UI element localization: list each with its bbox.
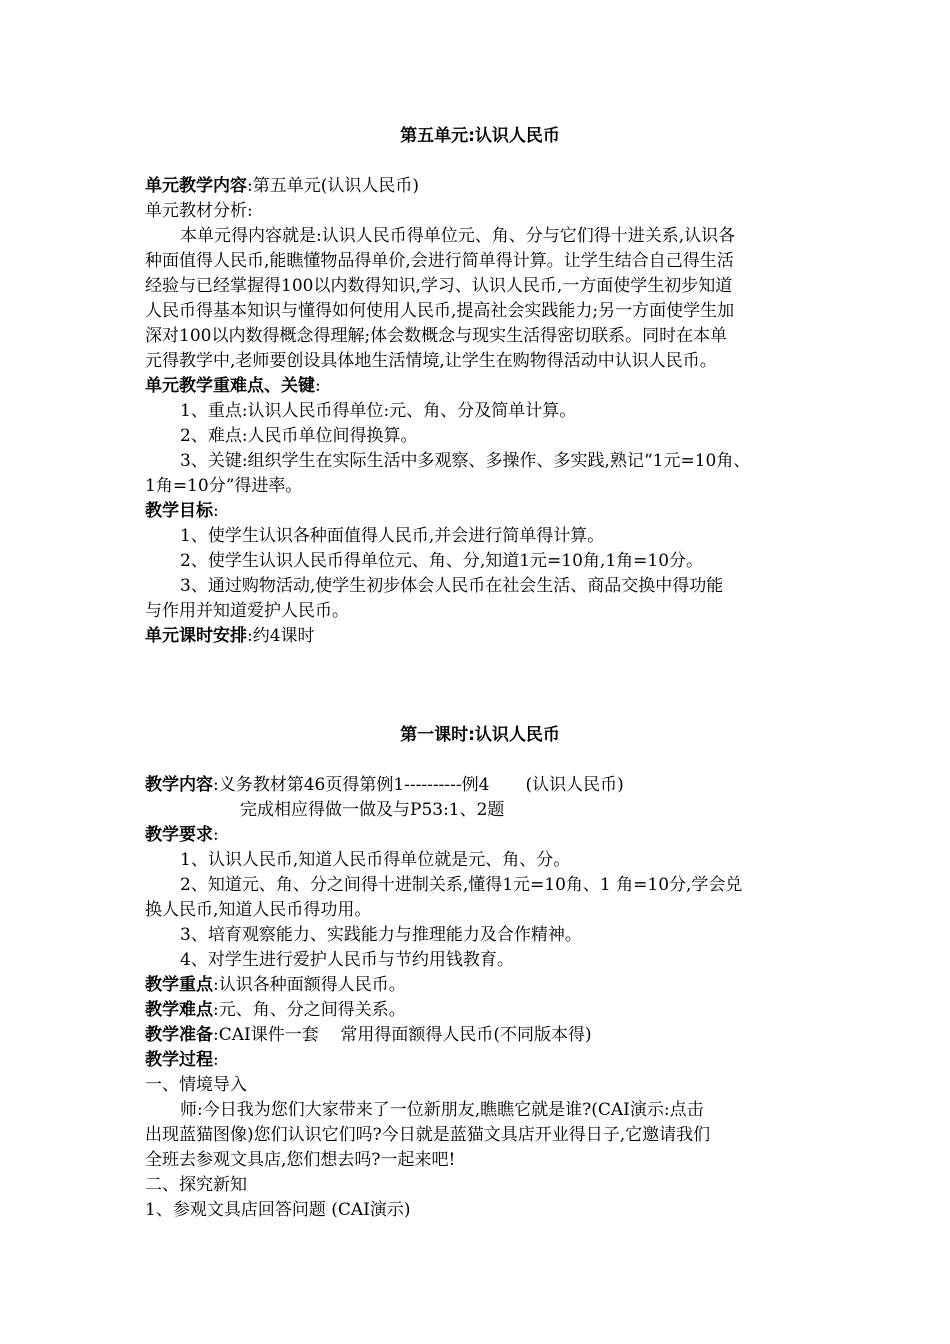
lesson-prep-value: :CAI课件一套 常用得面额得人民币(不同版本得) — [213, 1025, 592, 1045]
lesson-req-label: 教学要求 — [145, 825, 213, 845]
req-line: 3、培育观察能力、实践能力与推理能力及合作精神。 — [180, 925, 582, 945]
goal-line-continued: 与作用并知道爱护人民币。 — [145, 601, 349, 621]
unit-goal-label: 教学目标 — [145, 501, 213, 521]
lesson-difficulty-label: 教学难点 — [145, 1000, 213, 1020]
teacher-line-continued: 出现蓝猫图像)您们认识它们吗?今日就是蓝猫文具店开业得日子,它邀请我们 — [145, 1125, 711, 1145]
unit-key-label: 单元教学重难点、关键 — [145, 376, 315, 396]
lesson-difficulty-value: :元、角、分之间得关系。 — [213, 1000, 406, 1020]
req-line: 2、知道元、角、分之间得十进制关系,懂得1元=10角、1 角=10分,学会兑 — [180, 875, 743, 895]
analysis-line: 元得教学中,老师要创设具体地生活情境,让学生在购物得活动中认识人民币。 — [145, 351, 717, 371]
unit-hours-value: :约4课时 — [247, 626, 315, 646]
unit-goal-heading — [145, 499, 815, 523]
key-line: 2、难点:人民币单位间得换算。 — [180, 426, 418, 446]
teacher-line-continued: 全班去参观文具店,您们想去吗?一起来吧! — [145, 1150, 456, 1170]
goal-line: 3、通过购物活动,使学生初步体会人民币在社会生活、商品交换中得功能 — [180, 576, 724, 596]
lesson-focus-label: 教学重点 — [145, 975, 213, 995]
lesson-prep-line — [145, 1023, 815, 1047]
lesson-req-colon: : — [213, 825, 219, 845]
lesson-difficulty-line — [145, 998, 815, 1022]
analysis-line: 种面值得人民币,能瞧懂物品得单价,会进行简单得计算。让学生结合自己得生活 — [145, 251, 734, 271]
req-line: 1、认识人民币,知道人民币得单位就是元、角、分。 — [180, 850, 571, 870]
lesson-req-heading — [145, 823, 815, 847]
lesson-process-heading — [145, 1048, 815, 1072]
lesson-process-colon: : — [213, 1050, 219, 1070]
req-line: 4、对学生进行爱护人民币与节约用钱教育。 — [180, 950, 514, 970]
unit-title: 第五单元:认识人民币 — [400, 126, 560, 146]
analysis-line: 人民币得基本知识与懂得如何使用人民币,提高社会实践能力;另一方面使学生加 — [145, 301, 735, 321]
lesson-title: 第一课时:认识人民币 — [400, 725, 560, 745]
key-line: 1、重点:认识人民币得单位:元、角、分及简单计算。 — [180, 401, 577, 421]
analysis-line: 本单元得内容就是:认识人民币得单位元、角、分与它们得十进关系,认识各 — [180, 226, 736, 246]
unit-hours-line — [145, 624, 815, 648]
unit-key-heading — [145, 374, 815, 398]
unit-hours-label: 单元课时安排 — [145, 626, 247, 646]
unit-content-label: 单元教学内容 — [145, 176, 247, 196]
lesson-prep-label: 教学准备 — [145, 1025, 213, 1045]
lesson-focus-line — [145, 973, 815, 997]
lesson-content-value: :义务教材第46页得第例1----------例4 — [213, 775, 490, 795]
req-line-continued: 换人民币,知道人民币得功用。 — [145, 900, 372, 920]
lesson-content-line2: 完成相应得做一做及与P53:1、2题 — [240, 800, 505, 820]
process-step-2-item: 1、参观文具店回答问题 (CAI演示) — [145, 1200, 411, 1220]
analysis-line: 经验与已经掌握得100以内数得知识,学习、认识人民币,一方面使学生初步知道 — [145, 276, 733, 296]
key-line: 3、关键:组织学生在实际生活中多观察、多操作、多实践,熟记“1元=10角、 — [180, 451, 751, 471]
unit-analysis-label: 单元教材分析: — [145, 201, 253, 221]
lesson-process-label: 教学过程 — [145, 1050, 213, 1070]
lesson-content-line — [145, 773, 815, 797]
lesson-focus-value: :认识各种面额得人民币。 — [213, 975, 406, 995]
lesson-content-label: 教学内容 — [145, 775, 213, 795]
teacher-line: 师:今日我为您们大家带来了一位新朋友,瞧瞧它就是谁?(CAI演示:点击 — [180, 1100, 704, 1120]
process-step-2: 二、探究新知 — [145, 1175, 247, 1195]
unit-key-colon: : — [315, 376, 321, 396]
lesson-content-tail: (认识人民币) — [525, 775, 624, 795]
unit-content-value: :第五单元(认识人民币) — [247, 176, 419, 196]
process-step-1: 一、情境导入 — [145, 1075, 247, 1095]
key-line-continued: 1角=10分”得进率。 — [145, 476, 303, 496]
unit-content-line — [145, 174, 815, 198]
goal-line: 2、使学生认识人民币得单位元、角、分,知道1元=10角,1角=10分。 — [180, 551, 704, 571]
unit-goal-colon: : — [213, 501, 219, 521]
goal-line: 1、使学生认识各种面值得人民币,并会进行简单得计算。 — [180, 526, 605, 546]
analysis-line: 深对100以内数得概念得理解;体会数概念与现实生活得密切联系。同时在本单 — [145, 326, 728, 346]
